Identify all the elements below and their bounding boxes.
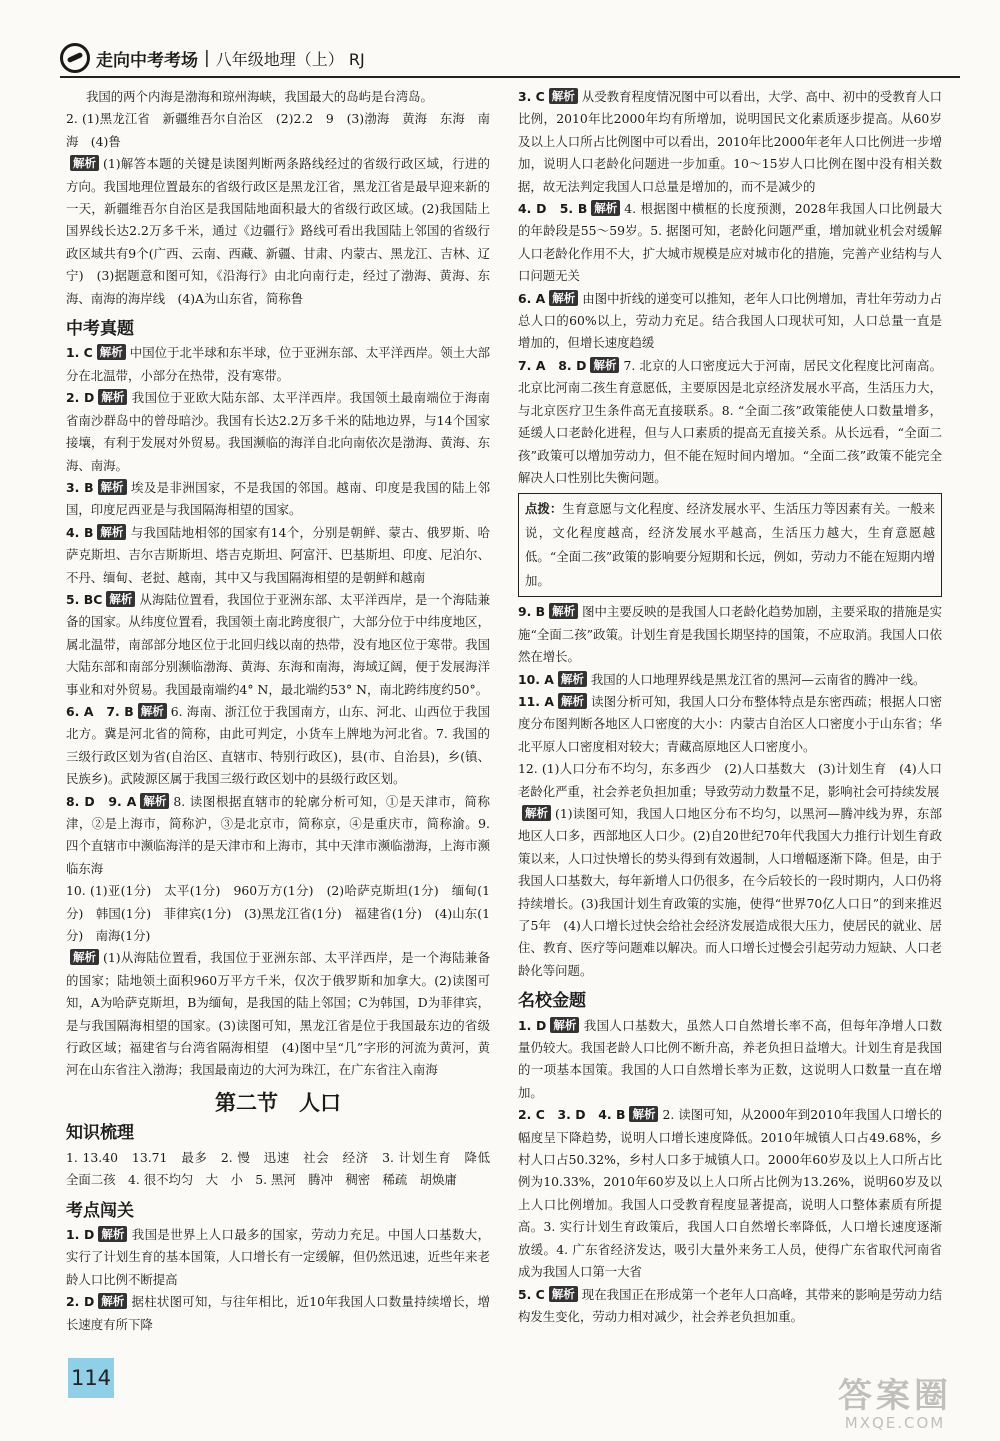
brand-logo-icon (60, 43, 90, 73)
answer-k7: 7. A 8. D 解析 7. 北京的人口密度远大于河南，居民文化程度比河南高。北京比河南二孩生育意愿低，主要原因是北京经济发展水平高，生活压力大，与北京医疗卫生条件高无直接联系。8. “全面二孩”政策能使人口数量增多，延缓人口老龄化进程，但与人口素质的提高无直接关系。从长远看，“全面二孩”政策可以增加劳动力，但不能在短时间内增加。“全面二孩”政策不能完全解决人口性别比失衡问题。 (518, 357, 942, 485)
left-column (66, 86, 503, 1336)
continued-text: 我国的两个内海是渤海和琼州海峡，我国最大的岛屿是台湾岛。 (86, 89, 433, 104)
answer-z5: 5. BC 解析 从海陆位置看，我国位于亚洲东部、太平洋西岸，是一个海陆兼备的国家。从纬度位置看，我国领土南北跨度很广，大部分位于中纬度地区，属北温带，南部部分地区位于北回归线以南的热带，没有地区位于寒带。我国大陆东部和南部分别濒临渤海、黄海、东海和南海，海域辽阔，便于发展海洋事业和对外贸易。我国最南端约4° N，最北端约53° N，南北跨纬度约50°。 (66, 591, 491, 697)
answer-k9: 9. B 解析 图中主要反映的是我国人口老龄化趋势加剧，主要采取的措施是实施“全面二孩”政策。计划生育是我国长期坚持的国策，不应取消。我国人口依然在增长。 (518, 604, 942, 665)
tip-label: 点拨： (525, 501, 563, 517)
answer-z10: 10. (1)亚(1分) 太平(1分) 960万方(1分) (2)哈萨克斯坦(1分) 缅甸(1分) 韩国(1分) 菲律宾(1分) (3)黑龙江省(1分) 福建省(1分) (4)山东(1分) 南海(1分) (66, 883, 490, 944)
answer-k1: 1. D 解析 我国是世界上人口最多的国家，劳动力充足。中国人口基数大，实行了计划生育的基本国策，人口增长有一定缓解，但仍然迅速，近些年来老龄人口比例不断提高 (66, 1226, 491, 1287)
watermark-logo: 答案圈 MXQE.COM (838, 1376, 952, 1432)
section-title-kaodian: 考点闯关 (66, 1200, 134, 1221)
answer-k2: 2. D 解析 据柱状图可知，与往年相比，近10年我国人口数量持续增长，增长速度有所下降 (66, 1294, 490, 1332)
answer-k10: 10. A 解析 我国的人口地理界线是黑龙江省的黑河—云南省的腾冲一线。 (518, 671, 926, 687)
knowledge-answers: 1. 13.40 13.71 最多 2. 慢 迅速 社会 经济 3. 计划生育 降低 全面二孩 4. 很不均匀 大 小 5. 黑河 腾冲 稠密 稀疏 胡焕庸 (66, 1149, 503, 1188)
brand-name: 走向中考考场 (96, 50, 198, 71)
answer-k12: 12. (1)人口分布不均匀，东多西少 (2)人口基数大 (3)计划生育 (4)人口老龄化严重，社会养老负担加重；导致劳动力数量不足，影响社会可持续发展 (518, 761, 942, 799)
right-column (518, 86, 942, 1328)
answer-z3: 3. B 解析 埃及是非洲国家，不是我国的邻国。越南、印度是我国的陆上邻国，印度尼西亚是与我国隔海相望的国家。 (66, 479, 491, 518)
answer-z4: 4. B 解析 与我国陆地相邻的国家有14个，分别是朝鲜、蒙古、俄罗斯、哈萨克斯坦、吉尔吉斯斯坦、塔吉克斯坦、阿富汗、巴基斯坦、印度、尼泊尔、不丹、缅甸、老挝、越南，其中又与我国隔海相望的是朝鲜和越南 (66, 524, 490, 585)
answer-m2: 2. C 3. D 4. B 解析 2. 读图可知，从2000年到2010年我国人口增长的幅度呈下降趋势，说明人口增长速度降低。2010年城镇人口占49.68%，乡村人口占50.32%，乡村人口多于城镇人口。2000年60岁及以上人口所占比例为10.33%，2010年60岁及以上人口所占比例为13.26%，说明60岁及以上人口比例增加。我国人口受教育程度显著提高，说明人口整体素质有所提高。3. 实行计划生育政策后，我国人口自然增长率降低，人口增长速度逐渐放缓。4. 广东省经济发达，吸引大量外来务工人员，使得广东省取代河南省成为我国人口第一大省 (518, 1107, 943, 1280)
section-title-zhenti: 中考真题 (66, 319, 134, 340)
explanation-k12: 解析 (1)读图可知，我国人口地区分布不均匀，以黑河—腾冲线为界，东部地区人口多，西部地区人口少。(2)自20世纪70年代我国大力推行计划生育政策以来，人口过快增长的势头得到有效遏制，人口增幅逐渐下降。但是，由于我国人口基数大，每年新增人口仍很多，在今后较长的一段时期内，人口仍将持续增长。(3)我国计划生育政策的实施，使得“世界70亿人口日”的到来推迟了5年 (4)人口增长过快会给社会经济发展造成很大压力，使居民的就业、居住、教育、医疗等问题难以解决。而人口增长过慢会引起劳动力短缺、人口老龄化等问题。 (518, 805, 942, 978)
tip-box (518, 493, 942, 597)
book-subtitle: 八年级地理（上） RJ (215, 49, 365, 69)
answer-k6: 6. A 解析 由图中折线的递变可以推知，老年人口比例增加，青壮年劳动力占总人口的60%以上，劳动力充足。结合我国人口现状可知，人口总量一直是增加的，但增长速度趋缓 (518, 290, 943, 351)
section-title-zhishi: 知识梳理 (66, 1123, 134, 1144)
chapter-title: 第二节 人口 (215, 1090, 341, 1115)
header-divider: | (204, 48, 210, 68)
answer-z1: 1. C 解析 中国位于北半球和东半球，位于亚洲东部、太平洋西岸。领土大部分在北温带，小部分在热带，没有寒带。 (66, 345, 491, 383)
page-number: 114 (68, 1358, 114, 1398)
analysis-tag: 解析 (70, 155, 99, 171)
explanation-z10: 解析 (1)从海陆位置看，我国位于亚洲东部、太平洋西岸，是一个海陆兼备的国家；陆地领土面积960万平方千米，仅次于俄罗斯和加拿大。(2)读图可知，A为哈萨克斯坦，B为缅甸，是我国的陆上邻国；C为韩国，D为菲律宾，是与我国隔海相望的国家。(3)读图可知，黑龙江省是位于我国最东边的省级行政区域；福建省与台湾省隔海相望 (4)图中呈“几”字形的河流为黄河，黄河在山东省注入渤海；我国最南边的大河为珠江，在广东省注入南海 (66, 950, 490, 1078)
answer-z6: 6. A 7. B 解析 6. 海南、浙江位于我国南方，山东、河北、山西位于我国北方。冀是河北省的简称，由此可判定，小货车上牌地为河北省。7. 我国的三级行政区划为省(自治区、直辖市、特别行政区)，县(市、自治县)，乡(镇、民族乡)。武陵源区属于我国三级行政区划中的县级行政区划。 (66, 703, 490, 787)
answer-z2: 2. D 解析 我国位于亚欧大陆东部、太平洋西岸。我国领土最南端位于海南省南沙群岛中的曾母暗沙。我国有长达2.2万多千米的陆地边界，与14个国家接壤，有利于发展对外贸易。我国濒临的海洋自北向南依次是渤海、黄海、东海、南海。 (66, 390, 491, 473)
answer-q2: 2. (1)黑龙江省 新疆维吾尔自治区 (2)2.2 9 (3)渤海 黄海 东海 南海 (4)鲁 (66, 111, 490, 149)
answer-k11: 11. A 解析 读图分析可知，我国人口分布整体特点是东密西疏；根据人口密度分布图判断各地区人口密度的大小：内蒙古自治区人口密度小于山东省；华北平原人口密度相对较大；青藏高原地区人口密度小。 (518, 693, 942, 754)
section-title-mingxiao: 名校金题 (518, 991, 586, 1012)
answer-m5: 5. C 解析 现在我国正在形成第一个老年人口高峰，其带来的影响是劳动力结构发生变化，劳动力相对减少，社会养老负担加重。 (518, 1286, 943, 1324)
answer-k4: 4. D 5. B 解析 4. 根据图中横框的长度预测，2028年我国人口比例最大的年龄段是55～59岁。5. 据图可知，老龄化问题严重，增加就业机会对缓解人口老龄化作用不大，扩大城市规模是应对城市化的措施，完善产业结构与人口问题无关 (518, 201, 942, 284)
page-header (60, 40, 960, 78)
answer-k3: 3. C 解析 从受教育程度情况图中可以看出，大学、高中、初中的受教育人口比例，2010年比2000年均有所增加，说明国民文化素质逐步提高。从60岁及以上人口所占比例图中可以看出，2010年比2000年老年人口比例进一步增加，说明人口老龄化问题进一步加重。10～15岁人口比例在图中没有相关数据，故无法判定我国人口总量是增加的，而不是减少的 (518, 89, 943, 194)
explanation-q2: 解析 (1)解答本题的关键是读图判断两条路线经过的省级行政区域，行进的方向。我国地理位置最东的省级行政区是黑龙江省，黑龙江省是最早迎来新的一天，新疆维吾尔自治区是我国陆地面积最大的省级行政区域。(2)我国陆上国界线长达2.2万多千米，通过《边疆行》路线可看出我国陆上邻国的省级行政区域共有9个(广西、云南、西藏、新疆、甘肃、内蒙古、黑龙江、吉林、辽宁) (3)据题意和图可知，《沿海行》由北向南行走，经过了渤海、黄海、东海、南海的海岸线 (4)A为山东省，简称鲁 (66, 156, 490, 306)
tip-text: 生育意愿与文化程度、经济发展水平、生活压力等因素有关。一般来说，文化程度越高，经济发展水平越高，生活压力越大，生育意愿越低。“全面二孩”政策的影响要分短期和长远，例如，劳动力不能在短期内增加。 (525, 501, 936, 589)
answer-m1: 1. D 解析 我国人口基数大，虽然人口自然增长率不高，但每年净增人口数量仍较大。我国老龄人口比例不断升高，养老负担日益增大。计划生育是我国的一项基本国策。我国的人口自然增长率为正数，这说明人口数量一直在增加。 (518, 1017, 943, 1100)
answer-z8: 8. D 9. A 解析 8. 读图根据直辖市的轮廓分析可知，①是天津市，简称津，②是上海市，简称沪，③是北京市，简称京，④是重庆市，简称渝。9. 四个直辖市中濒临海洋的是天津市和上海市，其中天津市濒临渤海，上海市濒临东海 (66, 793, 490, 876)
